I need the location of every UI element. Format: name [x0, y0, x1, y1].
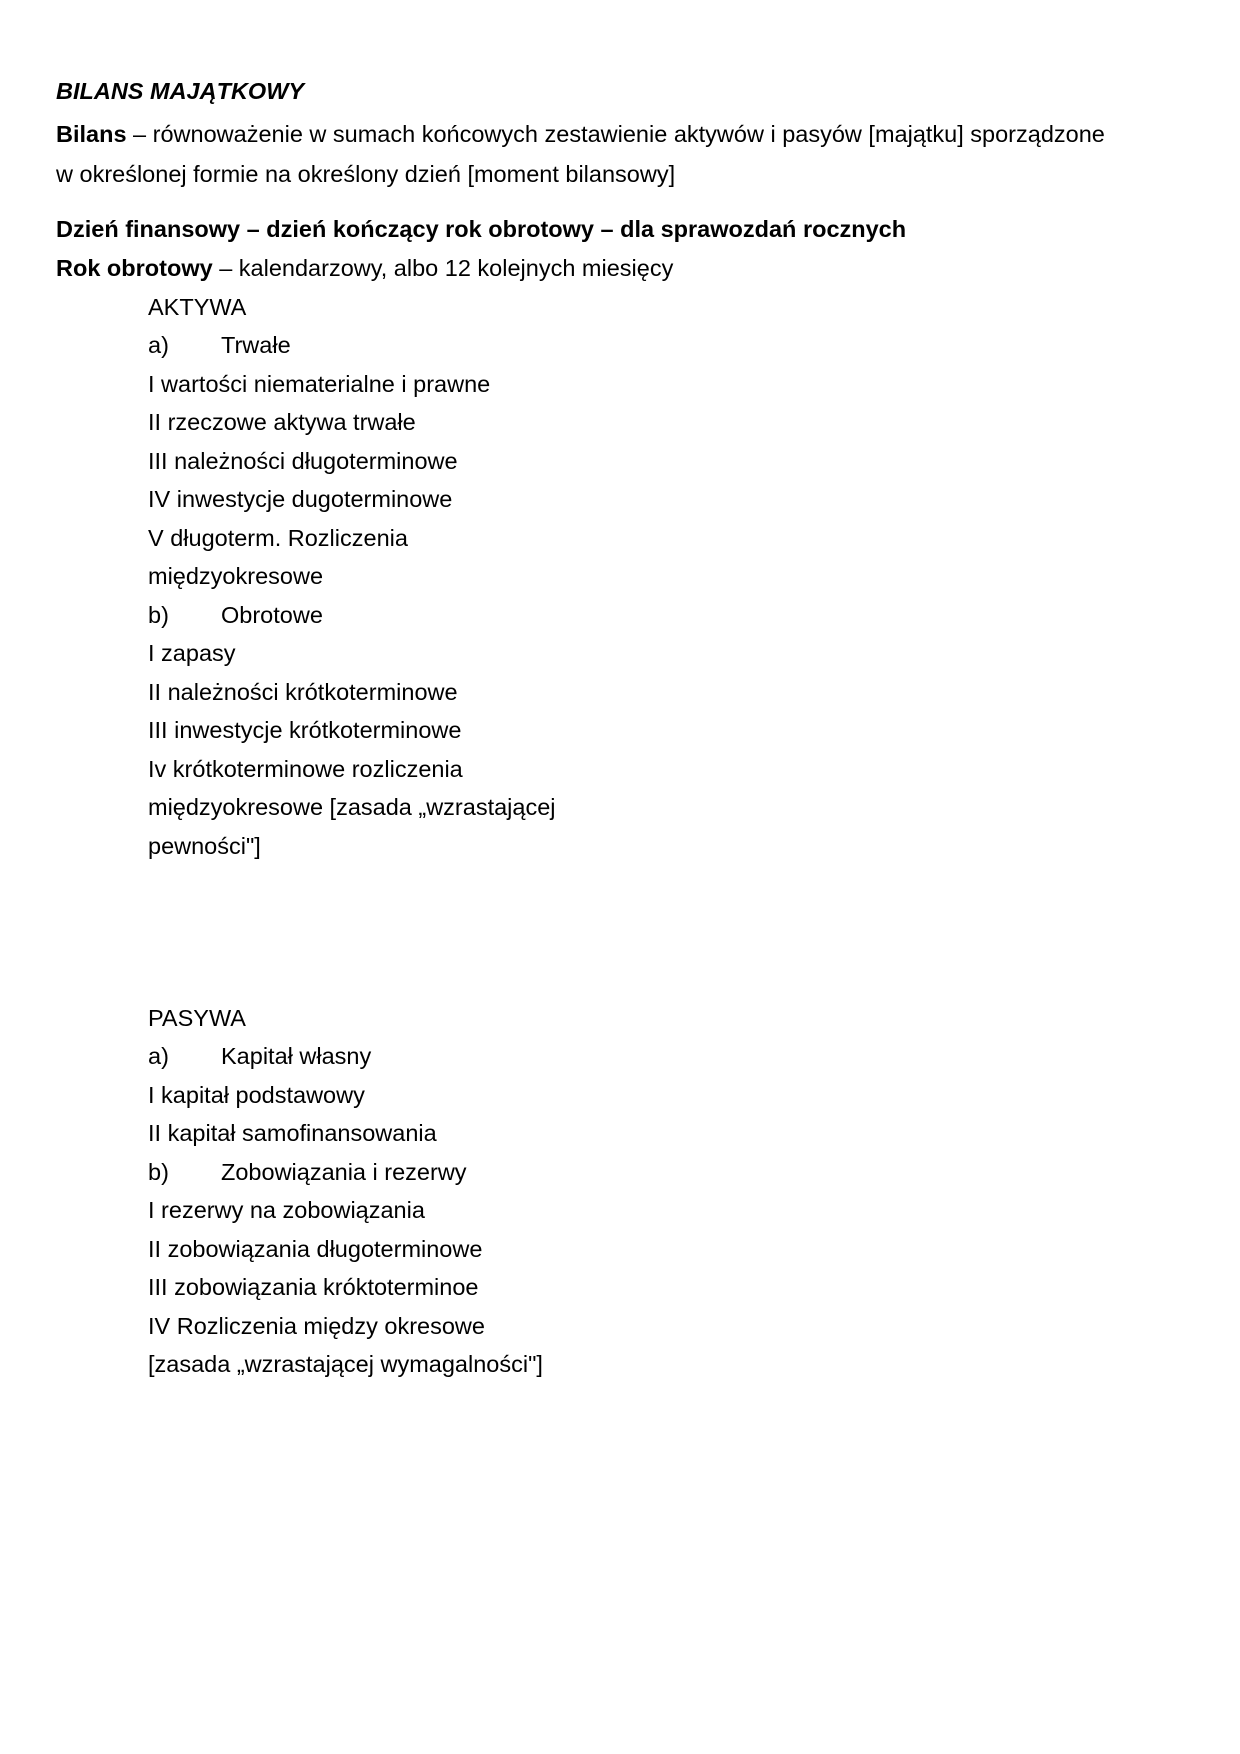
document-title: BILANS MAJĄTKOWY	[56, 78, 305, 104]
list-marker: a)	[148, 1043, 169, 1069]
fiscal-year-term: Rok obrotowy	[56, 255, 213, 281]
bilans-term: Bilans	[56, 121, 127, 147]
list-item: międzyokresowe [zasada „wzrastającej	[148, 794, 556, 820]
list-item: III inwestycje krótkoterminowe	[148, 717, 462, 743]
list-item: Iv krótkoterminowe rozliczenia	[148, 756, 463, 782]
list-item: pewności"]	[148, 833, 261, 859]
list-item: IV Rozliczenia między okresowe	[148, 1313, 485, 1339]
list-item: V długoterm. Rozliczenia	[148, 525, 408, 551]
assets-fixed-subheading	[148, 331, 291, 359]
financial-day-definition: Dzień finansowy – dzień kończący rok obrotowy – dla sprawozdań rocznych	[56, 216, 907, 242]
assets-current-label: Obrotowe	[221, 602, 323, 628]
list-item: międzyokresowe	[148, 563, 324, 589]
assets-heading: AKTYWA	[148, 294, 247, 320]
list-item: III zobowiązania króktoterminoe	[148, 1274, 479, 1300]
list-item: I rezerwy na zobowiązania	[148, 1197, 425, 1223]
bilans-definition-text: – równoważenie w sumach końcowych zestawienie aktywów i pasyów [majątku] sporządzone	[126, 121, 1105, 147]
liabilities-equity-label: Kapitał własny	[221, 1043, 372, 1069]
list-marker: b)	[148, 602, 169, 628]
list-item: III należności długoterminowe	[148, 448, 458, 474]
liabilities-heading: PASYWA	[148, 1005, 246, 1031]
list-item: I zapasy	[148, 640, 236, 666]
bilans-definition-line1	[56, 120, 1105, 148]
liabilities-obligations-label: Zobowiązania i rezerwy	[221, 1159, 467, 1185]
liabilities-equity-subheading	[148, 1042, 371, 1070]
list-item: I wartości niematerialne i prawne	[148, 371, 491, 397]
list-item: [zasada „wzrastającej wymagalności"]	[148, 1351, 543, 1377]
assets-current-subheading	[148, 601, 323, 629]
list-marker: a)	[148, 332, 169, 358]
fiscal-year-text: – kalendarzowy, albo 12 kolejnych miesięcy	[212, 255, 674, 281]
list-item: II kapitał samofinansowania	[148, 1120, 437, 1146]
assets-fixed-label: Trwałe	[221, 332, 291, 358]
list-item: II należności krótkoterminowe	[148, 679, 458, 705]
list-marker: b)	[148, 1159, 169, 1185]
bilans-definition-line2: w określonej formie na określony dzień [moment bilansowy]	[56, 161, 676, 187]
liabilities-obligations-subheading	[148, 1158, 467, 1186]
list-item: II rzeczowe aktywa trwałe	[148, 409, 416, 435]
list-item: I kapitał podstawowy	[148, 1082, 365, 1108]
list-item: IV inwestycje dugoterminowe	[148, 486, 453, 512]
list-item: II zobowiązania długoterminowe	[148, 1236, 483, 1262]
fiscal-year-definition	[56, 254, 673, 282]
